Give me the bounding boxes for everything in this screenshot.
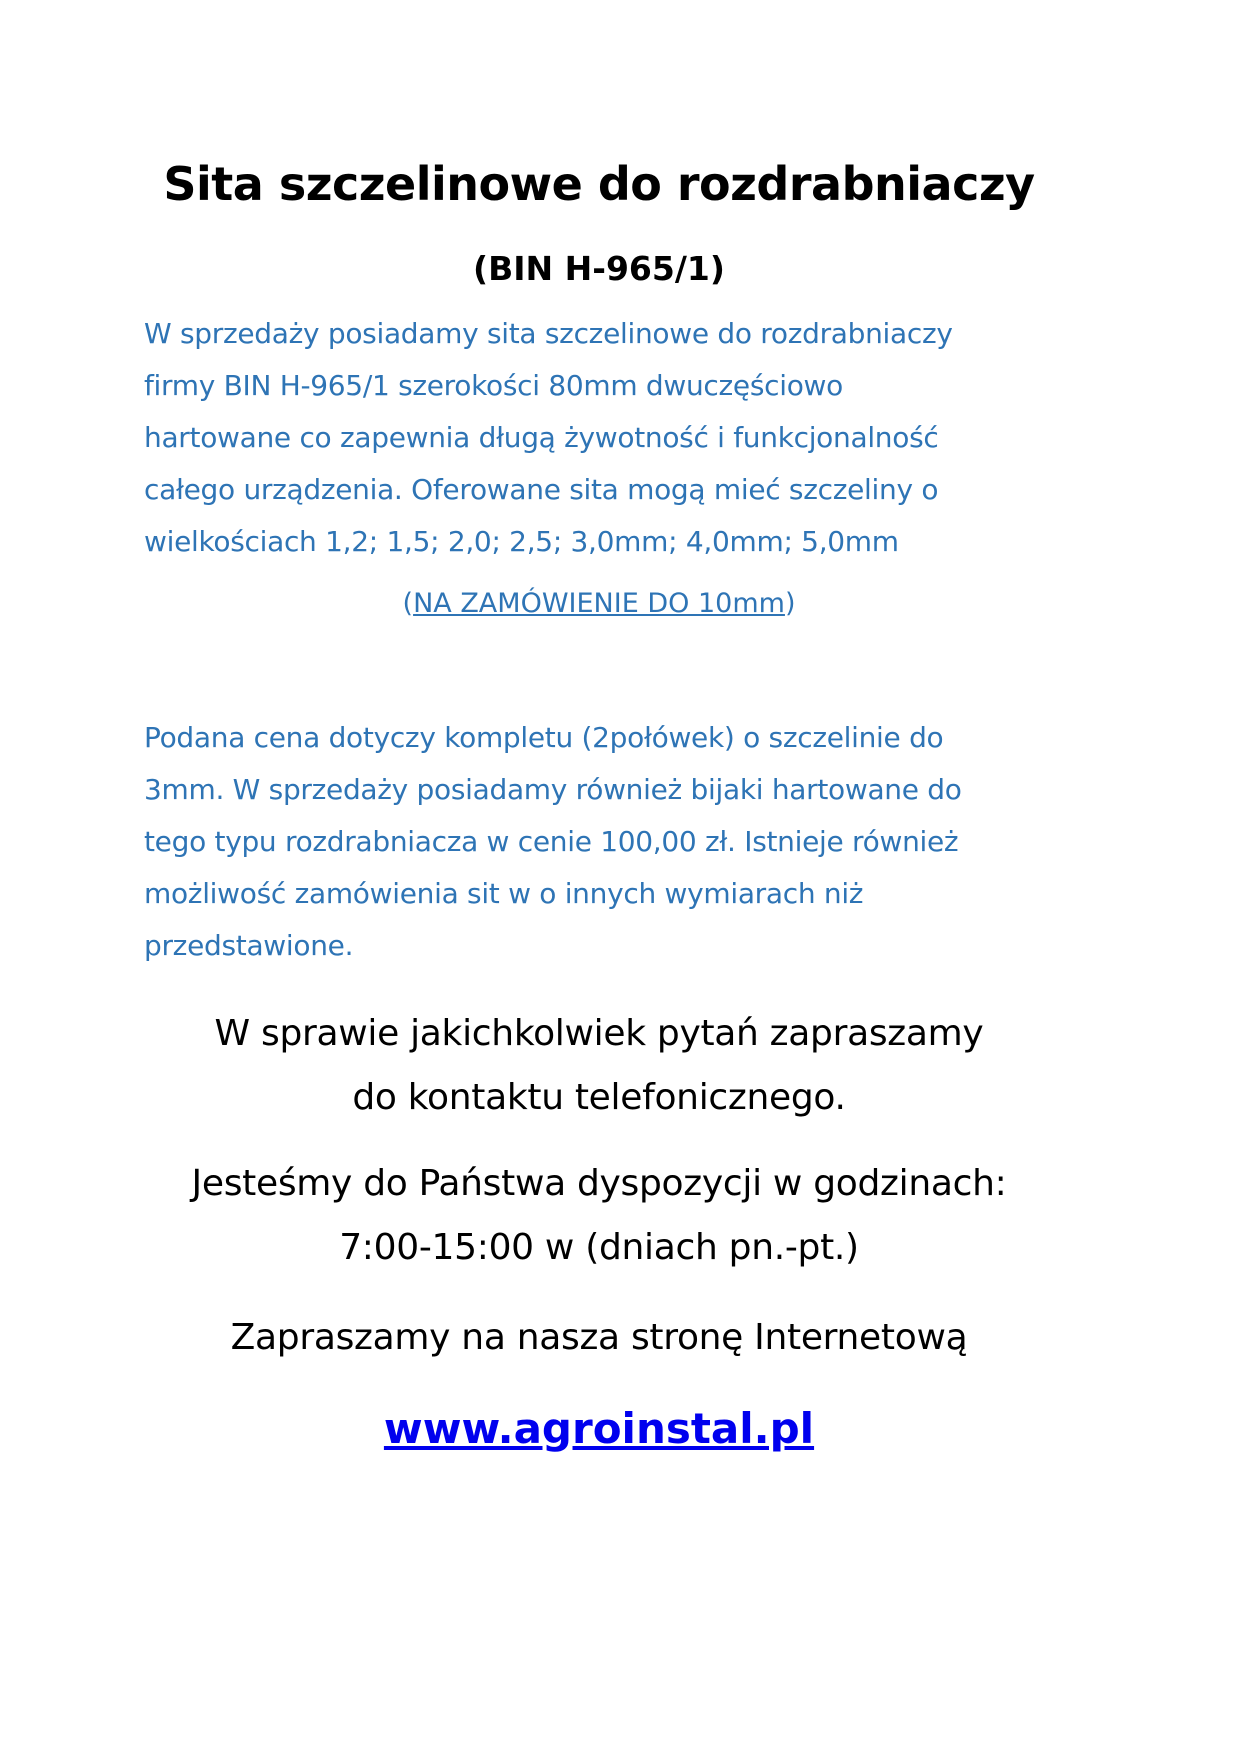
document-subtitle: (BIN H-965/1) bbox=[473, 248, 725, 288]
document-title: Sita szczelinowe do rozdrabniaczy bbox=[163, 157, 1035, 211]
price-paragraph bbox=[144, 712, 1054, 972]
intro-line: hartowane co zapewnia długą żywotność i funkcjonalność bbox=[144, 421, 939, 455]
price-line: 3mm. W sprzedaży posiadamy również bijaki hartowane do bbox=[144, 772, 962, 806]
hours-line: 7:00-15:00 w (dniach pn.-pt.) bbox=[339, 1226, 859, 1268]
price-line: Podana cena dotyczy kompletu (2połówek) o szczelinie do bbox=[144, 720, 944, 754]
order-note-open: ( bbox=[402, 588, 414, 620]
intro-line: W sprzedaży posiadamy sita szczelinowe do rozdrabniaczy bbox=[144, 317, 953, 351]
price-line: przedstawione. bbox=[144, 928, 354, 962]
order-note-close: ) bbox=[784, 588, 796, 620]
website-invite: Zapraszamy na nasza stronę Internetową bbox=[230, 1316, 968, 1358]
price-line: tego typu rozdrabniacza w cenie 100,00 zł. Istnieje również bbox=[144, 824, 959, 858]
price-line: możliwość zamówienia sit w o innych wymiarach niż bbox=[144, 876, 864, 910]
intro-line: całego urządzenia. Oferowane sita mogą mieć szczeliny o bbox=[144, 473, 939, 507]
hours-paragraph bbox=[144, 1152, 1054, 1280]
order-note bbox=[144, 586, 1054, 621]
hours-line: Jesteśmy do Państwa dyspozycji w godzinach: bbox=[191, 1162, 1007, 1204]
contact-line: W sprawie jakichkolwiek pytań zapraszamy bbox=[214, 1012, 984, 1054]
contact-line: do kontaktu telefonicznego. bbox=[352, 1076, 846, 1118]
intro-paragraph bbox=[144, 308, 1054, 568]
order-note-link[interactable]: NA ZAMÓWIENIE DO 10mm bbox=[413, 588, 785, 620]
intro-line: firmy BIN H-965/1 szerokości 80mm dwuczęściowo bbox=[144, 369, 843, 403]
document-content bbox=[144, 140, 1054, 1454]
contact-paragraph bbox=[144, 1002, 1054, 1130]
website-link[interactable]: www.agroinstal.pl bbox=[383, 1403, 815, 1453]
intro-line: wielkościach 1,2; 1,5; 2,0; 2,5; 3,0mm; 4,0mm; 5,0mm bbox=[144, 525, 899, 559]
